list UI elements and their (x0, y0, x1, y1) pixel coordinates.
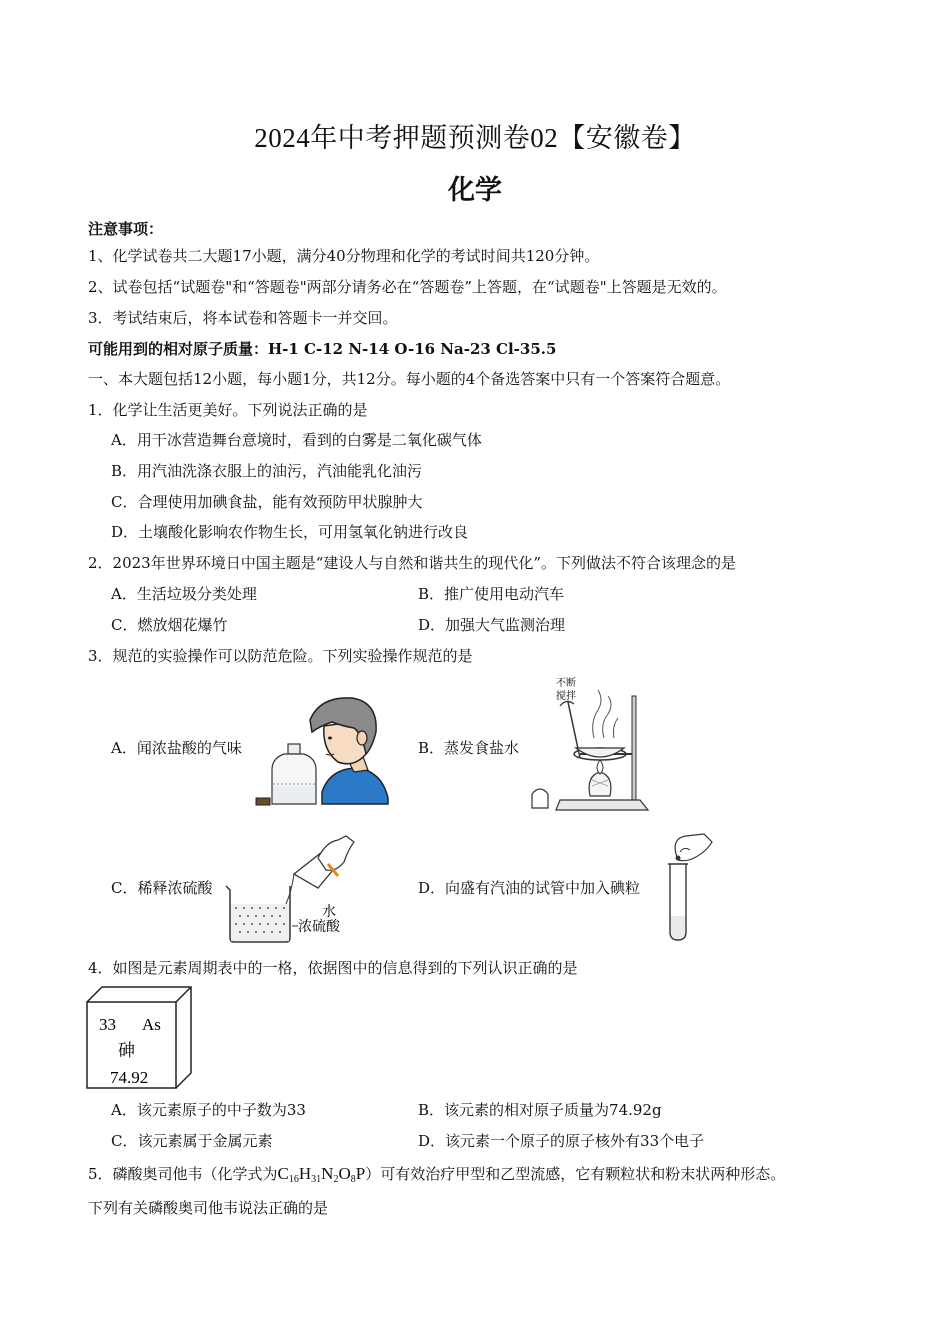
q1-option-d[interactable]: D．土壤酸化影响农作物生长，可用氢氧化钠进行改良 (111, 523, 469, 541)
element-symbol: As (142, 1015, 161, 1034)
figure-smell-acid (250, 692, 392, 814)
q3-option-a[interactable]: A．闻浓盐酸的气味 (111, 739, 242, 757)
q2-option-b[interactable]: B．推广使用电动汽车 (418, 585, 565, 603)
q4-option-d[interactable]: D．该元素一个原子的原子核外有33个电子 (418, 1132, 705, 1150)
figure-evaporation (520, 676, 660, 816)
q4-option-a[interactable]: A．该元素原子的中子数为33 (111, 1101, 306, 1119)
q3-option-c[interactable]: C．稀释浓硫酸 (111, 879, 213, 897)
formula-o-count: 8 (350, 1174, 356, 1185)
q1-stem: 1．化学让生活更美好。下列说法正确的是 (88, 401, 368, 419)
q2-option-a[interactable]: A．生活垃圾分类处理 (111, 585, 257, 603)
page-title: 2024年中考押题预测卷02【安徽卷】 (254, 123, 696, 153)
formula-n-count: 2 (333, 1174, 339, 1185)
acid-label: 浓硫酸 (298, 919, 340, 935)
section-intro: 一、本大题包括12小题，每小题1分，共12分。每小题的4个备选答案中只有一个答案符合题意。 (88, 370, 731, 388)
q3-option-d[interactable]: D．向盛有汽油的试管中加入碘粒 (418, 879, 641, 897)
q2-option-d[interactable]: D．加强大气监测治理 (418, 616, 566, 634)
q1-option-c[interactable]: C．合理使用加碘食盐，能有效预防甲状腺肿大 (111, 493, 423, 511)
q4-option-c[interactable]: C．该元素属于金属元素 (111, 1132, 273, 1150)
q5-formula (278, 1164, 366, 1183)
formula-h: H (298, 1164, 312, 1183)
q4-option-b[interactable]: B．该元素的相对原子质量为74.92g (418, 1101, 662, 1119)
q5-stem (88, 1164, 785, 1190)
q3-stem: 3．规范的实验操作可以防范危险。下列实验操作规范的是 (88, 647, 473, 665)
q2-stem: 2．2023年世界环境日中国主题是“建设人与自然和谐共生的现代化”。下列做法不符合该理念的是 (88, 554, 737, 572)
q1-option-b[interactable]: B．用汽油洗涤衣服上的油污，汽油能乳化油污 (111, 462, 423, 480)
q3-option-b[interactable]: B．蒸发食盐水 (418, 739, 520, 757)
figure-dilute-acid (222, 834, 362, 946)
note-item-3: 3．考试结束后，将本试卷和答题卡一并交回。 (88, 309, 398, 327)
notes-heading: 注意事项： (88, 220, 164, 238)
formula-n: N (321, 1164, 334, 1183)
subject-title: 化学 (448, 175, 502, 206)
formula-p: P (355, 1164, 366, 1183)
atomic-masses: 可能用到的相对原子质量：H-1 C-12 N-14 O-16 Na-23 Cl-35.5 (88, 340, 557, 358)
water-label: 水 (322, 904, 336, 920)
q5-stem-line2: 下列有关磷酸奥司他韦说法正确的是 (88, 1199, 329, 1217)
element-cell-arsenic (86, 986, 192, 1090)
q4-stem: 4．如图是元素周期表中的一格，依据图中的信息得到的下列认识正确的是 (88, 959, 578, 977)
q1-option-a[interactable]: A．用干冰营造舞台意境时，看到的白雾是二氧化碳气体 (111, 431, 482, 449)
q2-option-c[interactable]: C．燃放烟花爆竹 (111, 616, 228, 634)
stir-label-1: 不断 (556, 678, 576, 689)
formula-h-count: 31 (311, 1174, 322, 1185)
stir-label-2: 搅拌 (556, 691, 576, 702)
figure-test-tube (660, 832, 716, 944)
formula-c-count: 16 (288, 1174, 299, 1185)
note-item-1: 1、化学试卷共二大题17小题，满分40分物理和化学的考试时间共120分钟。 (88, 247, 600, 265)
element-mass: 74.92 (110, 1068, 149, 1087)
q5-stem-before: 5．磷酸奥司他韦（化学式为 (88, 1165, 278, 1183)
formula-c: C (277, 1164, 289, 1183)
q5-stem-after: ）可有效治疗甲型和乙型流感，它有颗粒状和粉末状两种形态。 (365, 1165, 786, 1183)
note-item-2: 2、试卷包括“试题卷"和“答题卷"两部分请务必在“答题卷”上答题，在“试题卷"上答题是无效的。 (88, 278, 727, 296)
formula-o: O (338, 1164, 351, 1183)
element-name: 砷 (118, 1041, 135, 1060)
element-number: 33 (99, 1015, 116, 1034)
